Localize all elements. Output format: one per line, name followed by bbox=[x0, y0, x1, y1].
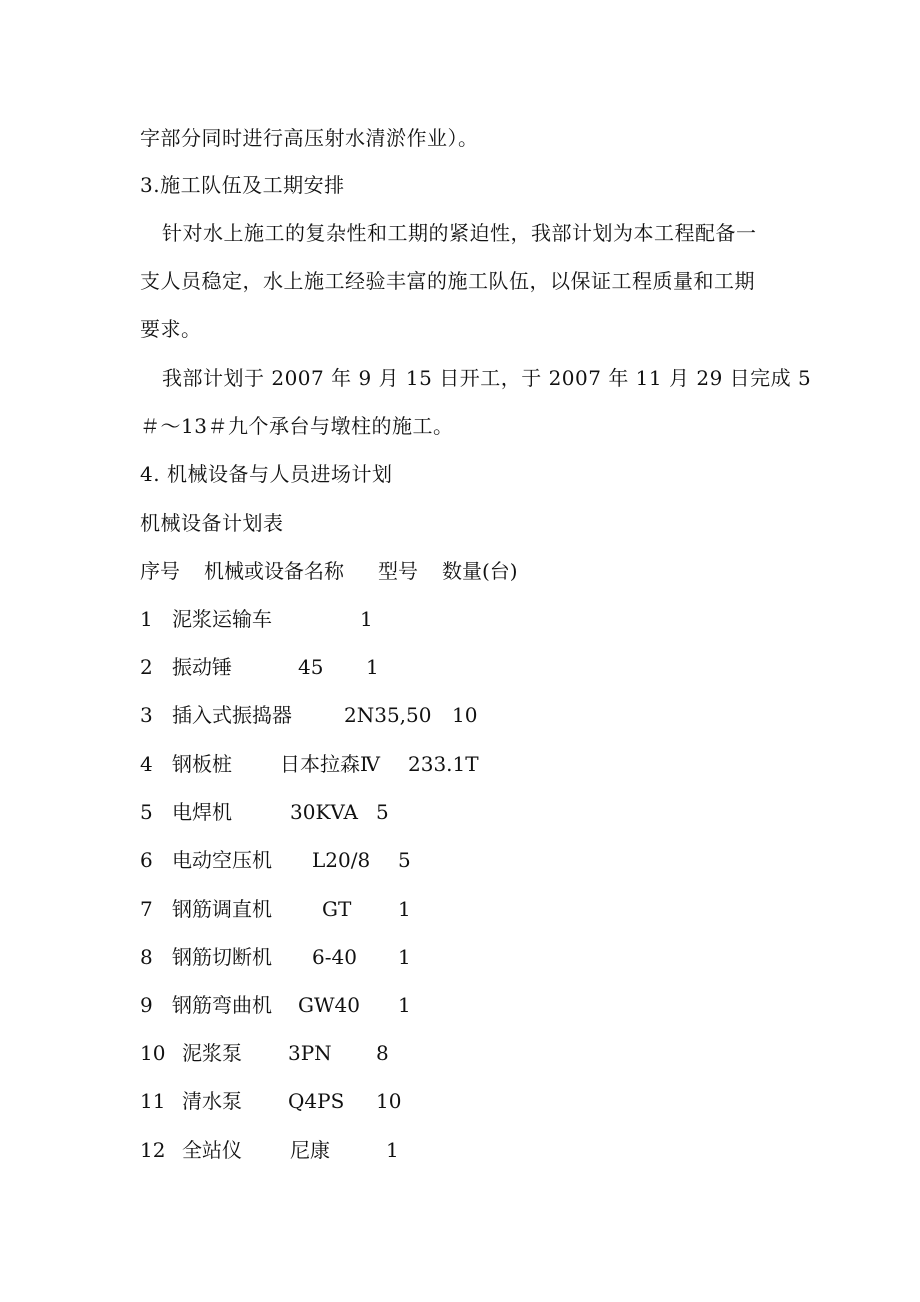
cell-model: GT bbox=[322, 897, 352, 921]
cell-name: 钢板桩 bbox=[172, 752, 232, 776]
paragraph-team-line-2: 支人员稳定，水上施工经验丰富的施工队伍，以保证工程质量和工期 bbox=[140, 269, 755, 293]
cell-qty: 1 bbox=[386, 1138, 399, 1162]
cell-qty: 1 bbox=[398, 945, 411, 969]
cell-qty: 1 bbox=[360, 607, 373, 631]
cell-qty: 233.1T bbox=[408, 752, 479, 776]
cell-model: L20/8 bbox=[312, 848, 371, 872]
cell-name: 插入式振捣器 bbox=[172, 703, 292, 727]
cell-no: 2 bbox=[140, 655, 153, 679]
cell-model: 45 bbox=[298, 655, 324, 679]
cell-qty: 8 bbox=[376, 1041, 389, 1065]
paragraph-continuation: 字部分同时进行高压射水清淤作业）。 bbox=[140, 126, 479, 150]
cell-no: 10 bbox=[140, 1041, 166, 1065]
cell-no: 12 bbox=[140, 1138, 166, 1162]
cell-model: 3PN bbox=[288, 1041, 332, 1065]
table-title: 机械设备计划表 bbox=[140, 511, 284, 535]
section-heading-4: 4. 机械设备与人员进场计划 bbox=[140, 462, 393, 486]
cell-model: 尼康 bbox=[290, 1138, 330, 1162]
cell-name: 钢筋调直机 bbox=[172, 897, 272, 921]
cell-no: 5 bbox=[140, 800, 153, 824]
cell-no: 8 bbox=[140, 945, 153, 969]
cell-qty: 1 bbox=[366, 655, 379, 679]
cell-name: 清水泵 bbox=[182, 1089, 242, 1113]
cell-qty: 1 bbox=[398, 897, 411, 921]
header-model: 型号 bbox=[378, 559, 418, 583]
cell-no: 9 bbox=[140, 993, 153, 1017]
cell-no: 1 bbox=[140, 607, 153, 631]
header-name: 机械或设备名称 bbox=[204, 559, 344, 583]
paragraph-schedule-line-2: ＃～13＃九个承台与墩柱的施工。 bbox=[140, 414, 454, 438]
cell-name: 钢筋切断机 bbox=[172, 945, 272, 969]
cell-no: 3 bbox=[140, 703, 153, 727]
paragraph-team-line-1: 针对水上施工的复杂性和工期的紧迫性，我部计划为本工程配备一 bbox=[162, 221, 757, 245]
table-header bbox=[140, 557, 518, 585]
cell-qty: 5 bbox=[398, 848, 411, 872]
cell-qty: 1 bbox=[398, 993, 411, 1017]
paragraph-schedule-line-1: 我部计划于 2007 年 9 月 15 日开工，于 2007 年 11 月 29 日完成 5 bbox=[162, 366, 812, 390]
cell-no: 7 bbox=[140, 897, 153, 921]
paragraph-team-line-3: 要求。 bbox=[140, 317, 202, 341]
cell-name: 泥浆运输车 bbox=[172, 607, 272, 631]
cell-name: 电焊机 bbox=[172, 800, 232, 824]
cell-model: 30KVA bbox=[290, 800, 358, 824]
header-no: 序号 bbox=[140, 559, 180, 583]
section-heading-3: 3.施工队伍及工期安排 bbox=[140, 173, 345, 197]
cell-name: 振动锤 bbox=[172, 655, 232, 679]
cell-name: 钢筋弯曲机 bbox=[172, 993, 272, 1017]
cell-qty: 10 bbox=[376, 1089, 402, 1113]
cell-no: 4 bbox=[140, 752, 153, 776]
cell-name: 泥浆泵 bbox=[182, 1041, 242, 1065]
cell-model: 2N35,50 bbox=[344, 703, 432, 727]
header-qty: 数量(台) bbox=[442, 559, 518, 583]
cell-model: Q4PS bbox=[288, 1089, 345, 1113]
cell-name: 电动空压机 bbox=[172, 848, 272, 872]
cell-model: 日本拉森Ⅳ bbox=[280, 752, 380, 776]
cell-no: 11 bbox=[140, 1089, 166, 1113]
cell-qty: 10 bbox=[452, 703, 478, 727]
cell-no: 6 bbox=[140, 848, 153, 872]
cell-model: GW40 bbox=[298, 993, 360, 1017]
cell-qty: 5 bbox=[376, 800, 389, 824]
cell-name: 全站仪 bbox=[182, 1138, 242, 1162]
cell-model: 6-40 bbox=[312, 945, 357, 969]
